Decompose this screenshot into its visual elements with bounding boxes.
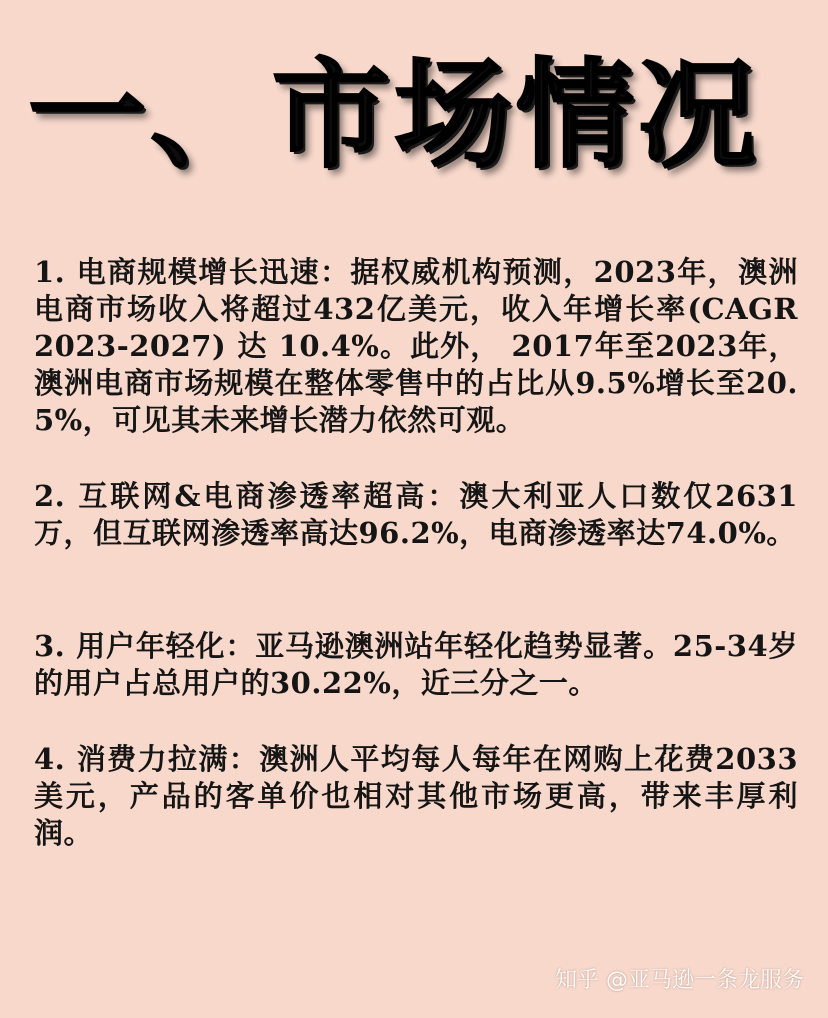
paragraph-spending-power: 4. 消费力拉满：澳洲人平均每人每年在网购上花费2033美元，产品的客单价也相对其他市场更高，带来丰厚利润。 — [34, 742, 798, 850]
paragraph-young-users: 3. 用户年轻化：亚马逊澳洲站年轻化趋势显著。25-34岁的用户占总用户的30.22%，近三分之一。 — [34, 629, 798, 700]
page-title: 一、市场情况 — [28, 46, 761, 184]
paragraph-internet-penetration: 2. 互联网&电商渗透率超高：澳大利亚人口数仅2631万，但互联网渗透率高达96.2%，电商渗透率达74.0%。 — [34, 479, 798, 550]
zhihu-watermark: 知乎 @亚马逊一条龙服务 — [555, 968, 804, 993]
paragraph-ecommerce-growth: 1. 电商规模增长迅速：据权威机构预测，2023年，澳洲电商市场收入将超过432亿美元，收入年增长率(CAGR 2023-2027) 达 10.4%。此外， 2017年至2023年，澳洲电商市场规模在整体零售中的占比从9.5%增长至20.5%，可见其未来增长潜力依然可观。 — [34, 255, 798, 437]
